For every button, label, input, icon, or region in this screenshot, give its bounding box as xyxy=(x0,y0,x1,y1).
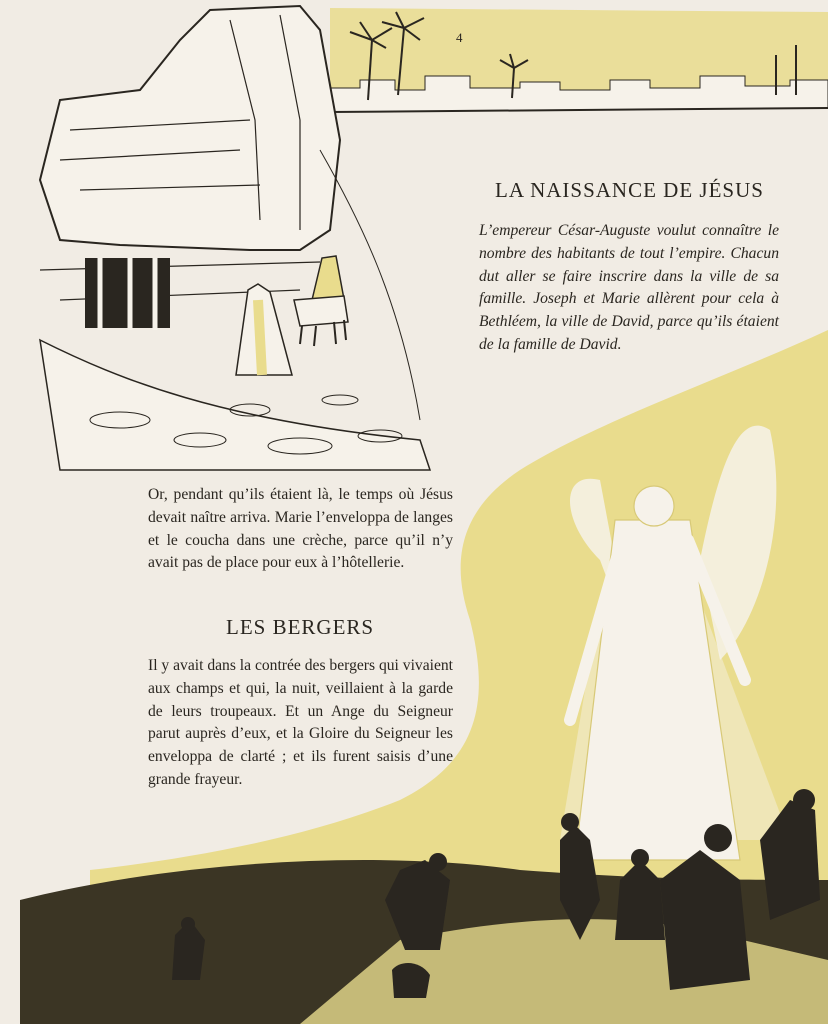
section-title-shepherds: LES BERGERS xyxy=(226,615,375,639)
paragraph-manger: Or, pendant qu’ils étaient là, le temps où Jésus devait naître arriva. Marie l’enveloppa de langes et le coucha dans une crèche, parce qu’il n’y avait pas de place pour eux à l’hôtellerie. xyxy=(148,486,453,572)
paragraph-shepherds: Il y avait dans la contrée des bergers qui vivaient aux champs et qui, la nuit, veillaient à la garde de leurs troupeaux. Et un Ange du Seigneur parut auprès d’eux, et la Gloire du Seigneur les enveloppa de clarté ; et ils furent saisis d’une grande frayeur. xyxy=(148,657,453,788)
section-title-birth-of-jesus: LA NAISSANCE DE JÉSUS xyxy=(495,178,764,202)
paragraph-census: L’empereur César-Auguste voulut connaître le nombre des habitants de tout l’empire. Chacun dut aller se faire inscrire dans la ville de sa famille. Joseph et Marie allèrent pour cela à Bethléem, la ville de David, parce qu’ils étaient de la famille de David. xyxy=(479,222,779,353)
page-number: 4 xyxy=(456,30,463,45)
